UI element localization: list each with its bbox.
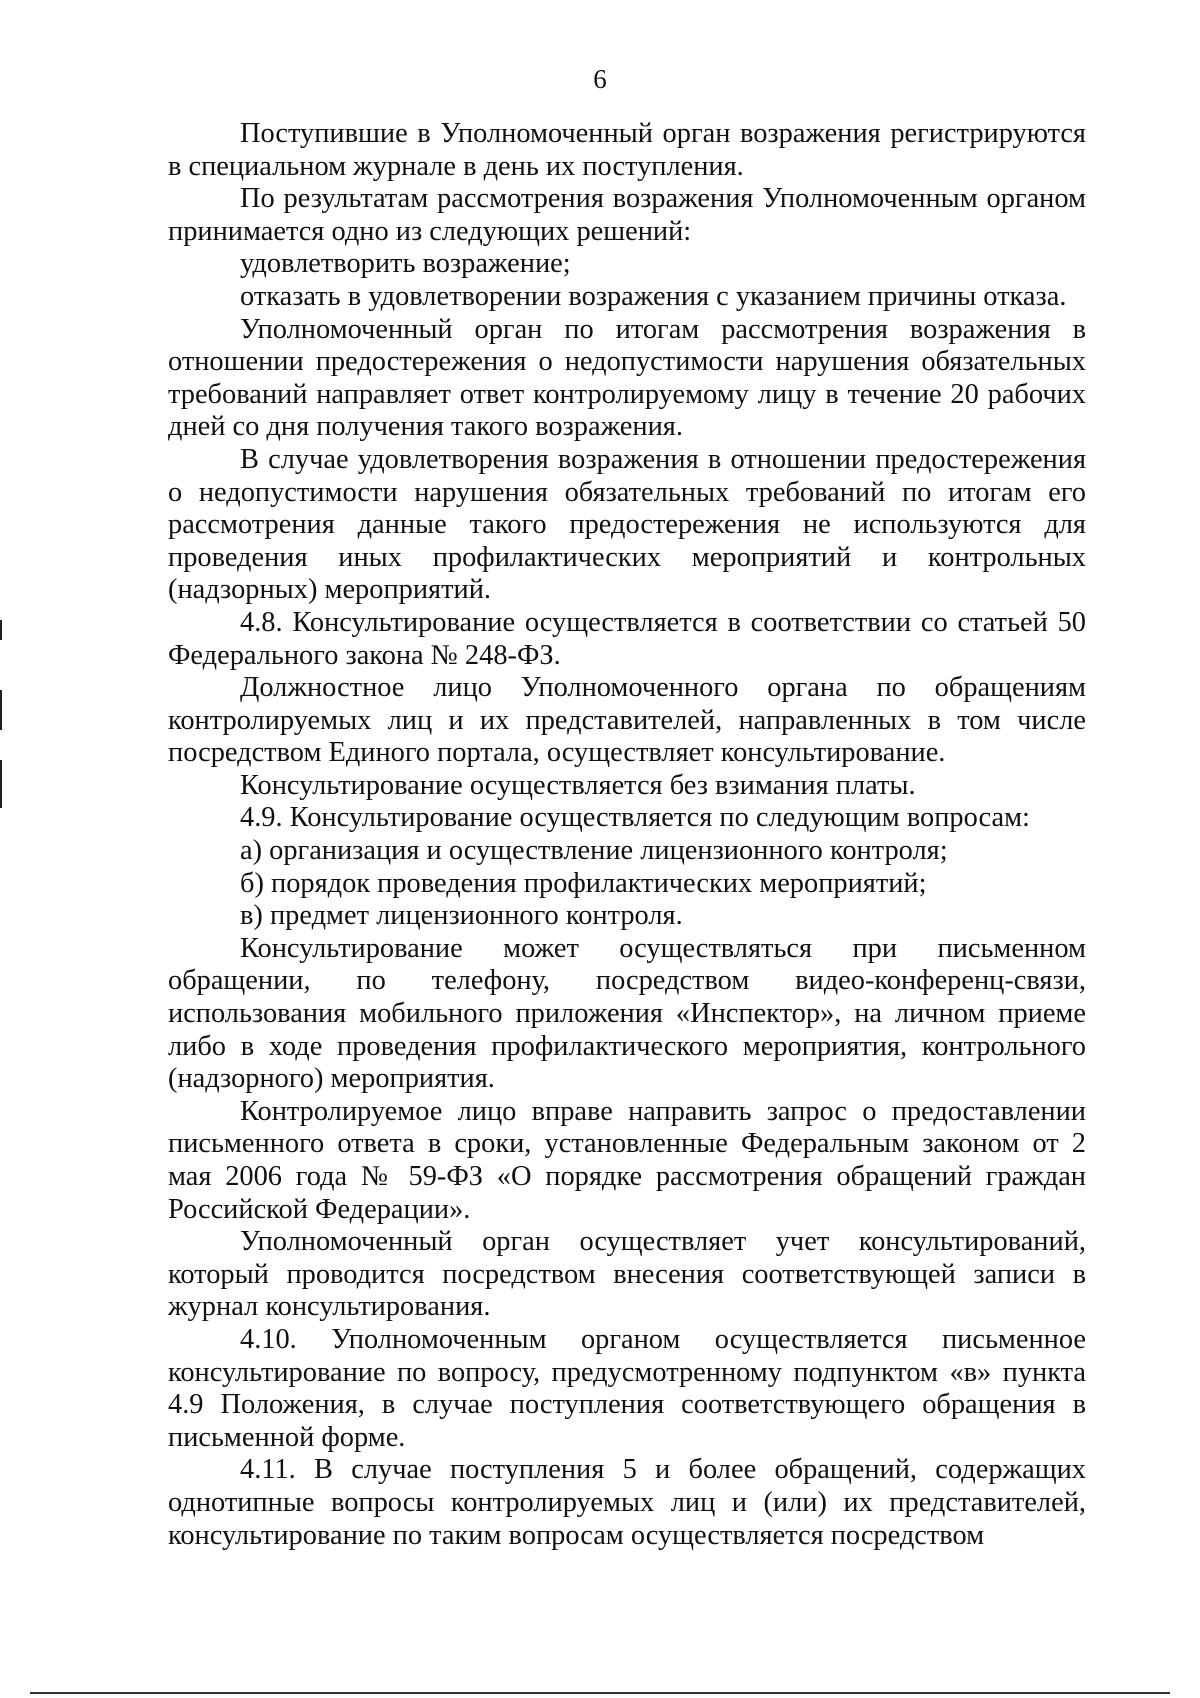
paragraph: В случае удовлетворения возражения в отношении предостережения о недопустимости нарушения обязательных требований по итогам его рассмотрения данные такого предостережения не используются для проведения иных профилактических мероприятий и контрольных (надзорных) мероприятий. [168,443,1086,606]
list-item: а) организация и осуществление лицензионного контроля; [240,835,948,867]
scan-edge-mark [0,620,2,640]
paragraph: 4.9. Консультирование осуществляется по следующим вопросам: [240,802,1030,834]
paragraph: 4.10. Уполномоченным органом осуществляется письменное консультирование по вопросу, предусмотренному подпунктом «в» пункта 4.9 Положения, в случае поступления соответствующего обращения в письменной форме. [168,1323,1086,1453]
list-item: в) предмет лицензионного контроля. [240,900,683,932]
paragraph: Уполномоченный орган по итогам рассмотрения возражения в отношении предостережения о недопустимости нарушения обязательных требований направляет ответ контролируемому лицу в течение 20 рабочих дней со дня получения такого возражения. [168,313,1086,443]
scan-edge-mark [0,760,2,808]
paragraph: отказать в удовлетворении возражения с указанием причины отказа. [240,280,1067,312]
paragraph: Консультирование осуществляется без взимания платы. [240,769,916,801]
paragraph: Должностное лицо Уполномоченного органа по обращениям контролируемых лиц и их представителей, направленных в том числе посредством Единого портала, осуществляет консультирование. [168,672,1086,769]
paragraph: По результатам рассмотрения возражения Уполномоченным органом принимается одно из следующих решений: [168,183,1086,247]
document-body [168,118,1086,1552]
list-item: б) порядок проведения профилактических мероприятий; [240,867,927,899]
paragraph: удовлетворить возражение; [240,248,571,280]
scan-bottom-edge [30,1692,1170,1694]
paragraph: Уполномоченный орган осуществляет учет консультирований, который проводится посредством внесения соответствующей записи в журнал консультирования. [168,1226,1086,1323]
scan-edge-mark [0,690,2,730]
paragraph: 4.11. В случае поступления 5 и более обращений, содержащих однотипные вопросы контролируемых лиц и (или) их представителей, консультирование по таким вопросам осуществляется посредством [168,1454,1086,1551]
paragraph: Консультирование может осуществляться при письменном обращении, по телефону, посредством видео-конференц-связи, использования мобильного приложения «Инспектор», на личном приеме либо в ходе проведения профилактического мероприятия, контрольного (надзорного) мероприятия. [168,932,1086,1095]
paragraph: Контролируемое лицо вправе направить запрос о предоставлении письменного ответа в сроки, установленные Федеральным законом от 2 мая 2006 года № 59-ФЗ «О порядке рассмотрения обращений граждан Российской Федерации». [168,1095,1086,1225]
page-number: 6 [593,64,607,94]
paragraph: 4.8. Консультирование осуществляется в соответствии со статьей 50 Федерального закона № 248-ФЗ. [168,606,1086,671]
paragraph: Поступившие в Уполномоченный орган возражения регистрируются в специальном журнале в день их поступления. [168,118,1086,182]
